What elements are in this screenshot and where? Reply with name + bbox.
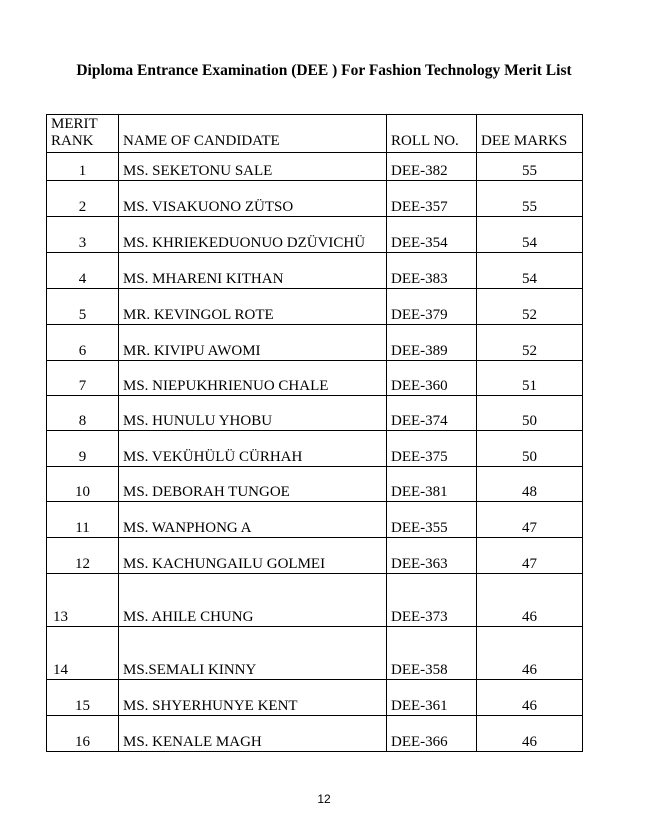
merit-rank-cell: 15	[47, 680, 119, 716]
header-name: NAME OF CANDIDATE	[119, 115, 387, 153]
candidate-name-cell: MS. NIEPUKHRIENUO CHALE	[119, 361, 387, 396]
roll-number-cell: DEE-381	[387, 467, 477, 502]
merit-rank-cell: 13	[47, 574, 119, 627]
table-row	[47, 361, 583, 396]
table-row	[47, 467, 583, 502]
table-row	[47, 680, 583, 716]
roll-number-cell: DEE-354	[387, 217, 477, 253]
merit-rank-cell: 7	[47, 361, 119, 396]
table-row	[47, 574, 583, 627]
roll-number-cell: DEE-361	[387, 680, 477, 716]
candidate-name-cell: MR. KEVINGOL ROTE	[119, 289, 387, 325]
header-rank-line1: MERIT	[51, 116, 98, 132]
table-row	[47, 289, 583, 325]
dee-marks-cell: 50	[477, 431, 583, 467]
merit-rank-cell: 16	[47, 716, 119, 752]
header-roll: ROLL NO.	[387, 115, 477, 153]
candidate-name-cell: MS. SHYERHUNYE KENT	[119, 680, 387, 716]
merit-rank-cell: 5	[47, 289, 119, 325]
roll-number-cell: DEE-360	[387, 361, 477, 396]
candidate-name-cell: MS. SEKETONU SALE	[119, 153, 387, 181]
table-row	[47, 538, 583, 574]
candidate-name-cell: MS. MHARENI KITHAN	[119, 253, 387, 289]
roll-number-cell: DEE-382	[387, 153, 477, 181]
dee-marks-cell: 51	[477, 361, 583, 396]
table-row	[47, 396, 583, 431]
merit-rank-cell: 11	[47, 502, 119, 538]
merit-rank-cell: 4	[47, 253, 119, 289]
dee-marks-cell: 47	[477, 538, 583, 574]
header-rank-line2: RANK	[51, 133, 94, 149]
table-row	[47, 431, 583, 467]
header-marks: DEE MARKS	[477, 115, 583, 153]
page-number: 12	[317, 792, 331, 806]
merit-rank-cell: 10	[47, 467, 119, 502]
dee-marks-cell: 46	[477, 574, 583, 627]
dee-marks-cell: 46	[477, 627, 583, 680]
page-title: Diploma Entrance Examination (DEE ) For Fashion Technology Merit List	[76, 62, 572, 79]
roll-number-cell: DEE-374	[387, 396, 477, 431]
dee-marks-cell: 55	[477, 181, 583, 217]
dee-marks-cell: 52	[477, 325, 583, 361]
dee-marks-cell: 52	[477, 289, 583, 325]
dee-marks-cell: 47	[477, 502, 583, 538]
candidate-name-cell: MS. DEBORAH TUNGOE	[119, 467, 387, 502]
merit-rank-cell: 2	[47, 181, 119, 217]
candidate-name-cell: MS. KHRIEKEDUONUO DZÜVICHÜ	[119, 217, 387, 253]
roll-number-cell: DEE-383	[387, 253, 477, 289]
table-row	[47, 627, 583, 680]
table-row	[47, 181, 583, 217]
table-row	[47, 217, 583, 253]
candidate-name-cell: MS. KACHUNGAILU GOLMEI	[119, 538, 387, 574]
dee-marks-cell: 54	[477, 217, 583, 253]
merit-rank-cell: 12	[47, 538, 119, 574]
roll-number-cell: DEE-373	[387, 574, 477, 627]
merit-rank-cell: 1	[47, 153, 119, 181]
candidate-name-cell: MS. HUNULU YHOBU	[119, 396, 387, 431]
merit-rank-cell: 6	[47, 325, 119, 361]
candidate-name-cell: MS. KENALE MAGH	[119, 716, 387, 752]
table-header-row	[47, 115, 583, 153]
merit-rank-cell: 9	[47, 431, 119, 467]
candidate-name-cell: MS. WANPHONG A	[119, 502, 387, 538]
roll-number-cell: DEE-363	[387, 538, 477, 574]
dee-marks-cell: 55	[477, 153, 583, 181]
dee-marks-cell: 48	[477, 467, 583, 502]
dee-marks-cell: 50	[477, 396, 583, 431]
dee-marks-cell: 46	[477, 680, 583, 716]
dee-marks-cell: 54	[477, 253, 583, 289]
candidate-name-cell: MS. VISAKUONO ZÜTSO	[119, 181, 387, 217]
table-row	[47, 716, 583, 752]
dee-marks-cell: 46	[477, 716, 583, 752]
header-merit-rank	[47, 115, 119, 153]
merit-rank-cell: 3	[47, 217, 119, 253]
merit-rank-cell: 14	[47, 627, 119, 680]
candidate-name-cell: MR. KIVIPU AWOMI	[119, 325, 387, 361]
roll-number-cell: DEE-358	[387, 627, 477, 680]
table-row	[47, 502, 583, 538]
merit-list-table	[46, 114, 583, 752]
roll-number-cell: DEE-389	[387, 325, 477, 361]
candidate-name-cell: MS. VEKÜHÜLÜ CÜRHAH	[119, 431, 387, 467]
candidate-name-cell: MS. AHILE CHUNG	[119, 574, 387, 627]
roll-number-cell: DEE-357	[387, 181, 477, 217]
roll-number-cell: DEE-375	[387, 431, 477, 467]
table-row	[47, 253, 583, 289]
candidate-name-cell: MS.SEMALI KINNY	[119, 627, 387, 680]
table-row	[47, 153, 583, 181]
roll-number-cell: DEE-379	[387, 289, 477, 325]
roll-number-cell: DEE-366	[387, 716, 477, 752]
merit-rank-cell: 8	[47, 396, 119, 431]
table-row	[47, 325, 583, 361]
roll-number-cell: DEE-355	[387, 502, 477, 538]
